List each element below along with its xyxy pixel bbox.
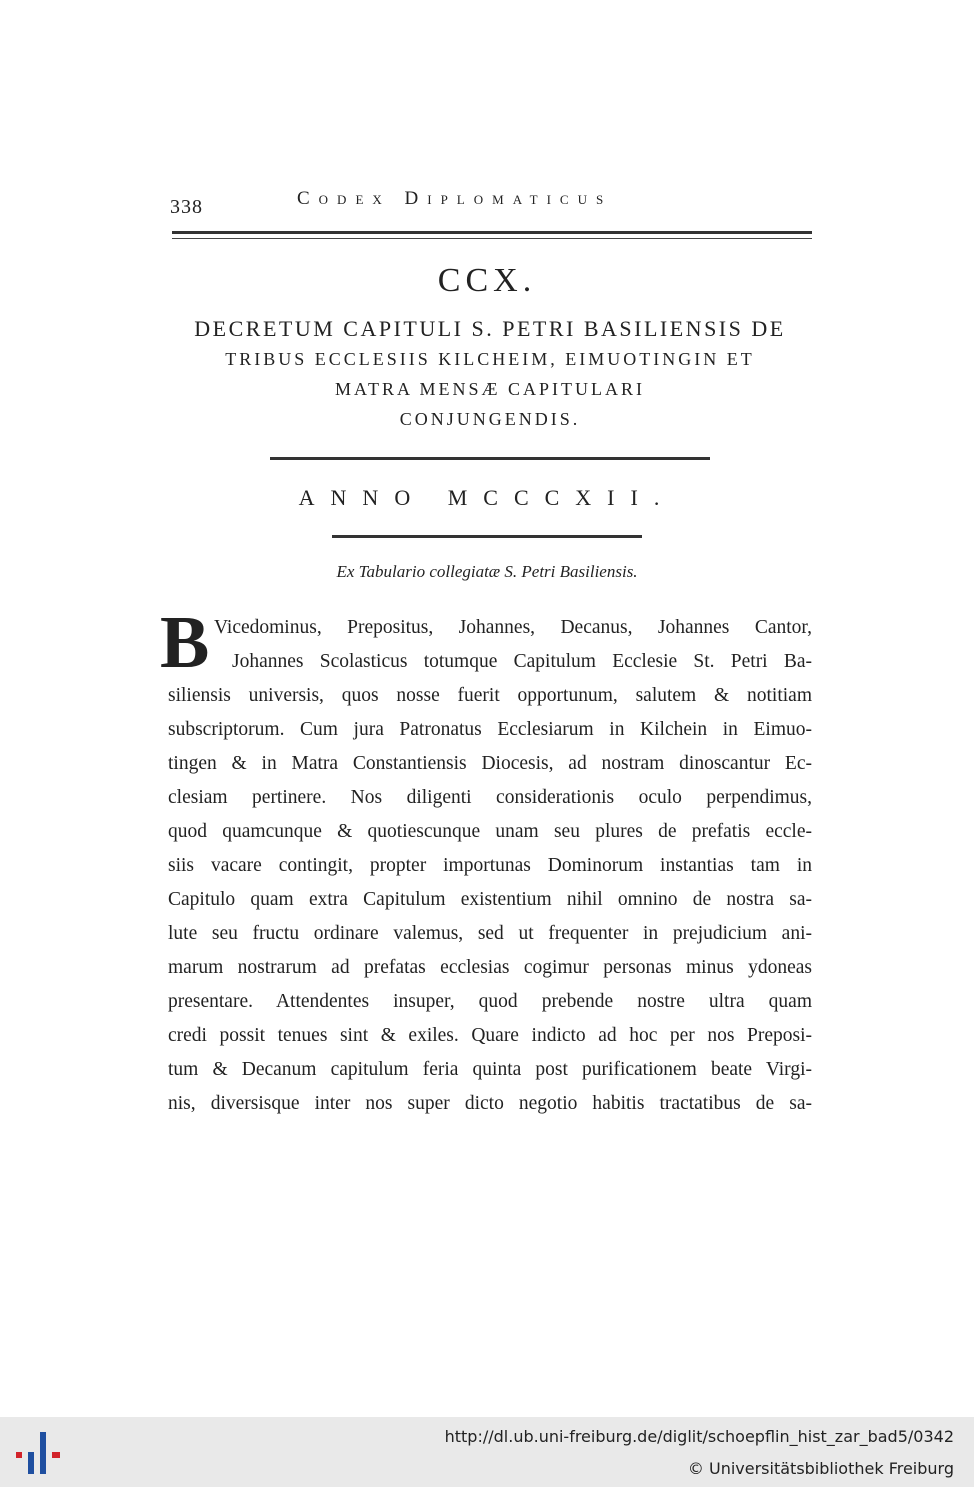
header-rule-bottom [172, 238, 812, 239]
body-line: presentare. Attendentes insuper, quod prebende nostre ultra quam [168, 991, 812, 1012]
document-number: CCX. [437, 262, 537, 299]
body-line: nis, diversisque inter nos super dicto negotio habitis tractatibus de sa- [168, 1093, 812, 1114]
body-line: siliensis universis, quos nosse fuerit opportunum, salutem & notitiam [168, 685, 812, 706]
drop-cap: B [160, 602, 210, 684]
permalink-url[interactable]: http://dl.ub.uni-freiburg.de/diglit/schoepflin_hist_zar_bad5/0342 [444, 1427, 954, 1446]
body-line: siis vacare contingit, propter importunas Dominorum instantias tam in [168, 855, 812, 876]
year-divider [332, 535, 642, 538]
body-line: tum & Decanum capitulum feria quinta post purificationem beate Virgi- [168, 1059, 812, 1080]
title-divider [270, 457, 710, 460]
title-line: MATRA MENSÆ CAPITULARI [334, 379, 646, 399]
body-line: marum nostrarum ad prefatas ecclesias cogimur personas minus ydoneas [168, 957, 812, 978]
body-line: clesiam pertinere. Nos diligenti considerationis oculo perpendimus, [168, 787, 812, 808]
body-line: Johannes Scolasticus totumque Capitulum Ecclesie St. Petri Ba- [232, 651, 812, 672]
title-line: DECRETUM CAPITULI S. PETRI BASILIENSIS DE [194, 316, 786, 341]
library-logo-icon[interactable] [14, 1430, 64, 1476]
body-line: lute seu fructu ordinare valemus, sed ut frequenter in prejudicium ani- [168, 923, 812, 944]
source-note: Ex Tabulario collegiatæ S. Petri Basiliensis. [336, 562, 638, 581]
running-title: Codex Diplomaticus [297, 188, 613, 209]
body-line: Capitulo quam extra Capitulum existentium nihil omnino de nostra sa- [168, 889, 812, 910]
body-line: quod quamcunque & quotiescunque unam seu plures de prefatis eccle- [168, 821, 812, 842]
title-line: TRIBUS ECCLESIIS KILCHEIM, EIMUOTINGIN ET [225, 349, 755, 369]
body-text [168, 611, 812, 1121]
body-line: subscriptorum. Cum jura Patronatus Ecclesiarum in Kilchein in Eimuo- [168, 719, 812, 740]
page-number: 338 [170, 196, 203, 218]
body-line: tingen & in Matra Constantiensis Diocesis, ad nostram dinoscantur Ec- [168, 753, 812, 774]
body-line: Vicedominus, Prepositus, Johannes, Decanus, Johannes Cantor, [214, 617, 812, 638]
document-title [160, 314, 820, 434]
copyright-notice: © Universitätsbibliothek Freiburg [687, 1459, 954, 1478]
document-year: ANNO MCCCXII. [298, 485, 676, 510]
body-line: credi possit tenues sint & exiles. Quare indicto ad hoc per nos Preposi- [168, 1025, 812, 1046]
header-rule-top [172, 231, 812, 234]
title-line: CONJUNGENDIS. [399, 409, 581, 429]
